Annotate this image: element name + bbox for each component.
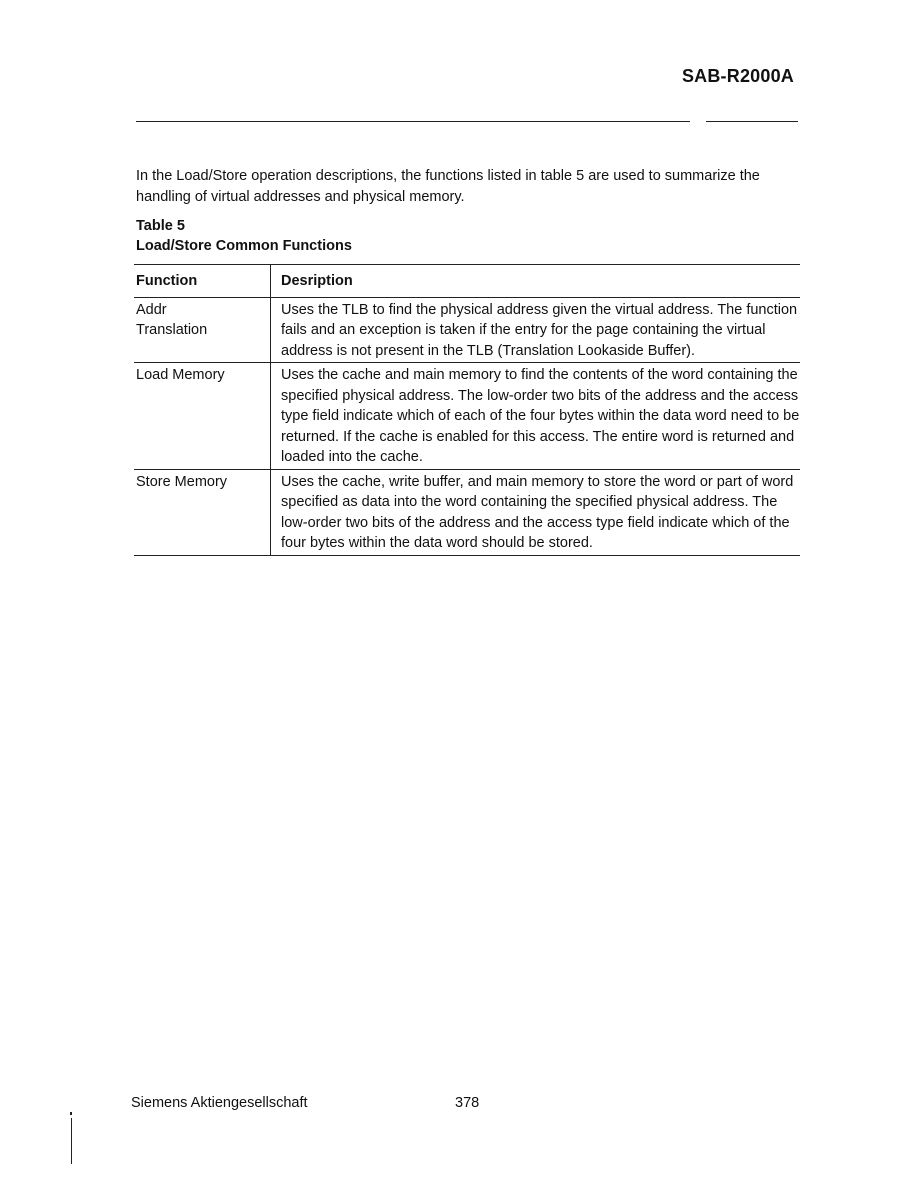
margin-mark-dot bbox=[70, 1112, 72, 1115]
function-cell bbox=[134, 469, 271, 555]
function-name: Store Memory bbox=[136, 473, 228, 490]
description-cell: Uses the TLB to find the physical address given the virtual address. The function fails and an exception is taken if the entry for the page containing the virtual address is not present in the TLB (Translation Lookaside Buffer). bbox=[281, 301, 798, 359]
footer-company: Siemens Aktiengesellschaft bbox=[131, 1095, 308, 1111]
table-caption: Load/Store Common Functions bbox=[136, 238, 352, 254]
function-cell bbox=[134, 297, 271, 363]
column-header-description: Desription bbox=[281, 273, 353, 289]
column-header-function: Function bbox=[134, 265, 271, 298]
table-row bbox=[134, 469, 800, 555]
description-cell: Uses the cache, write buffer, and main memory to store the word or part of word specified as data into the word containing the specified physical address. The low-order two bits of the address and the access type field indicate which of the four bytes within the data word should be stored. bbox=[281, 473, 794, 551]
table-header-row bbox=[134, 265, 800, 298]
intro-paragraph: In the Load/Store operation descriptions, the functions listed in table 5 are used to summarize the handling of virtual addresses and physical memory. bbox=[136, 168, 760, 205]
function-name: Addr bbox=[136, 301, 167, 318]
table-label: Table 5 bbox=[136, 218, 185, 234]
description-cell: Uses the cache and main memory to find the contents of the word containing the specified physical address. The low-order two bits of the address and the access type field indicate which of each of the four bytes within the data word need to be returned. If the cache is enabled for this access. The entire word is returned and loaded into the cache. bbox=[281, 367, 800, 465]
function-name-continued: Translation bbox=[136, 322, 208, 338]
table-row bbox=[134, 297, 800, 363]
header-rule-gap bbox=[690, 119, 706, 124]
footer-page-number: 378 bbox=[455, 1095, 480, 1111]
margin-mark-line bbox=[71, 1118, 72, 1164]
functions-table bbox=[134, 264, 800, 556]
function-cell bbox=[134, 363, 271, 470]
function-name: Load Memory bbox=[136, 367, 225, 383]
document-header-title: SAB-R2000A bbox=[681, 66, 794, 86]
table-row bbox=[134, 363, 800, 470]
